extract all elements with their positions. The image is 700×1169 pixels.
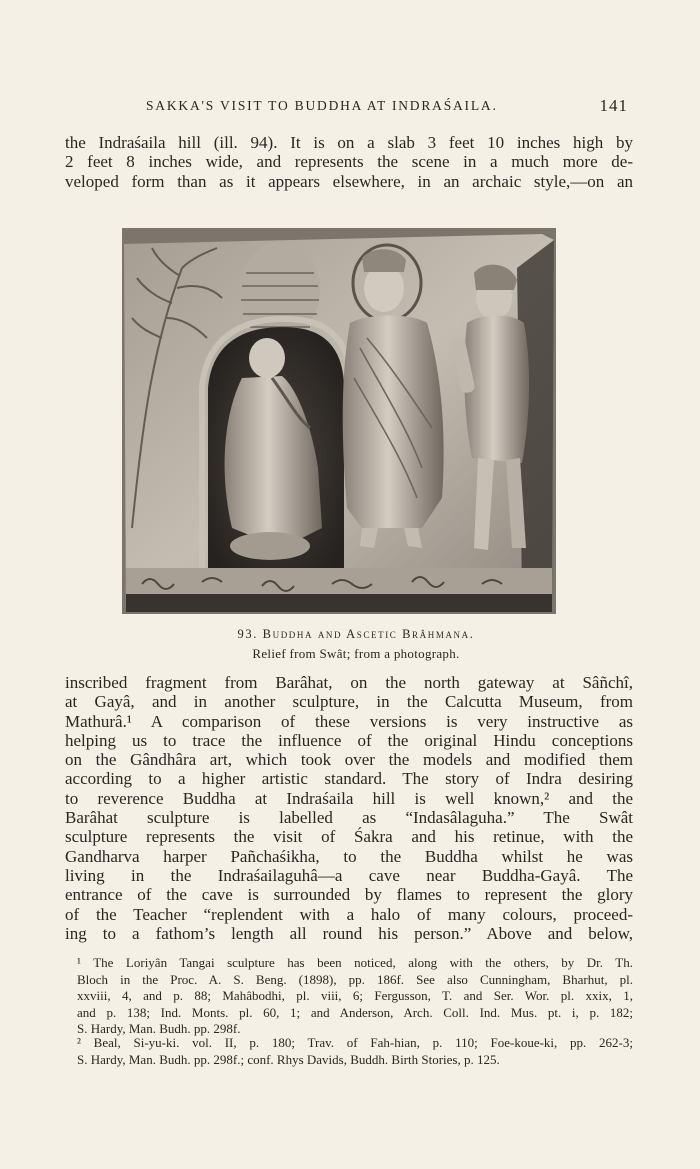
text-line: inscribed fragment from Barâhat, on the north gateway at Sâñchî,	[65, 673, 633, 692]
text-line: Barâhat sculpture is labelled as “Indasâlaguha.” The Swât	[65, 808, 633, 828]
text-line: living in the Indraśailaguhâ—a cave near Buddha-Gayâ. The	[65, 865, 633, 885]
text-line: on the Gândhâra art, which took over the models and modified them	[65, 750, 633, 770]
text-line: the Indraśaila hill (ill. 94). It is on a slab 3 feet 10 inches high by	[65, 133, 633, 152]
text-line: at Gayâ, and in another sculpture, in the Calcutta Museum, from	[65, 692, 633, 712]
figure-caption-title	[122, 627, 590, 642]
relief-photograph-image	[122, 228, 556, 614]
text-line: entrance of the cave is surrounded by flames to represent the glory	[65, 885, 633, 905]
figure-caption-title-text: 93. Buddha and Ascetic Brâhmana.	[237, 627, 475, 641]
main-paragraph	[65, 673, 633, 943]
text-line: to reverence Buddha at Indraśaila hill is well known,² and the	[65, 788, 633, 808]
text-line: helping us to trace the influence of the original Hindu conceptions	[65, 730, 633, 750]
footnote-line: S. Hardy, Man. Budh. pp. 298f.	[77, 1021, 241, 1037]
page-number: 141	[599, 96, 628, 115]
text-line: Mathurâ.¹ A comparison of these versions is very instructive as	[65, 711, 633, 731]
text-line: of the Teacher “replendent with a halo of many colours, proceed-	[65, 904, 633, 924]
text-line: according to a higher artistic standard. The story of Indra desiring	[65, 769, 633, 789]
footnote-line: and p. 138; Ind. Monts. pl. 60, 1; and Anderson, Arch. Coll. Ind. Mus. pt. i, p. 182;	[77, 1004, 633, 1020]
relief-photograph	[122, 228, 556, 614]
footnote-line: S. Hardy, Man. Budh. pp. 298f.; conf. Rhys Davids, Buddh. Birth Stories, p. 125.	[77, 1051, 500, 1067]
running-head-title: SAKKA'S VISIT TO BUDDHA AT INDRAŚAILA.	[146, 98, 498, 113]
footnote-line: xxviii, 4, and p. 88; Mahâbodhi, pl. viii, 6; Fergusson, T. and Ser. Wor. pl. xxix, 1,	[77, 988, 633, 1004]
text-line: Gandharva harper Pañchaśikha, to the Buddha whilst he was	[65, 846, 633, 866]
text-line: sculpture represents the visit of Śakra and his retinue, with the	[65, 827, 633, 847]
top-paragraph	[65, 133, 633, 191]
footnote-line: ² Beal, Si-yu-ki. vol. II, p. 180; Trav. of Fah-hian, p. 110; Foe-koue-ki, pp. 262-3;	[77, 1035, 633, 1050]
text-line: veloped form than as it appears elsewhere, in an archaic style,—on an	[65, 171, 633, 191]
running-head	[146, 98, 634, 118]
footnote-2	[77, 1035, 633, 1068]
text-line: 2 feet 8 inches wide, and represents the scene in a much more de-	[65, 152, 633, 172]
footnote-1	[77, 955, 633, 1038]
text-line: ing to a fathom’s length all round his person.” Above and below,	[65, 923, 633, 943]
footnote-line: Bloch in the Proc. A. S. Beng. (1898), pp. 186f. See also Cunningham, Bharhut, pl.	[77, 971, 633, 987]
footnote-line: ¹ The Loriyân Tangai sculpture has been noticed, along with the others, by Dr. Th.	[77, 955, 633, 970]
figure-caption-subtitle: Relief from Swât; from a photograph.	[252, 646, 460, 661]
